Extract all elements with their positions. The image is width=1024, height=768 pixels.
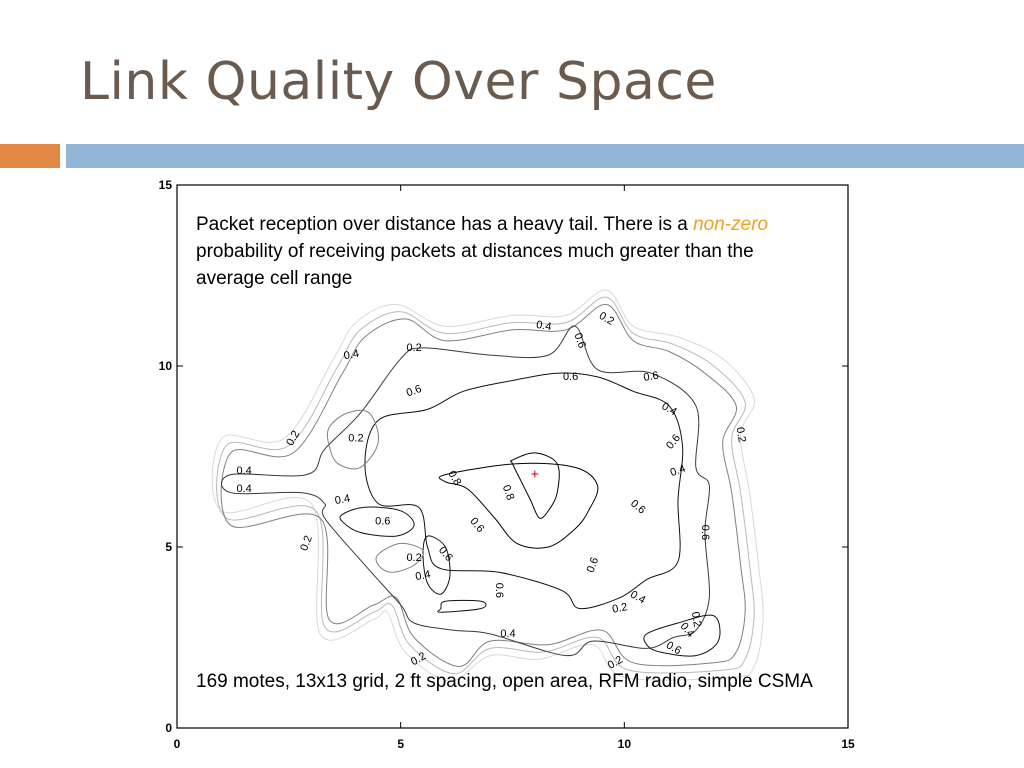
x-tick-label: 10 bbox=[617, 737, 632, 751]
contour-label: 0.4 bbox=[659, 400, 679, 419]
contour-label: 0.6 bbox=[584, 555, 602, 575]
y-tick-label: 0 bbox=[165, 721, 172, 735]
contour-label: 0.4 bbox=[677, 620, 697, 640]
contour-label: 0.6 bbox=[563, 370, 579, 383]
contour-label: 0.8 bbox=[499, 483, 517, 502]
y-tick-label: 15 bbox=[158, 178, 172, 192]
annotation-top bbox=[196, 211, 816, 292]
contour-label: 0.2 bbox=[596, 309, 617, 328]
contour-label: 0.2 bbox=[406, 341, 422, 354]
contour-label: 0.4 bbox=[236, 482, 252, 495]
annotation-highlight: non-zero bbox=[693, 214, 769, 235]
contour-label: 0.4 bbox=[414, 568, 432, 584]
contour-label: 0.4 bbox=[535, 318, 553, 334]
contour-label: 0.2 bbox=[733, 426, 748, 444]
contour-label: 0.2 bbox=[611, 601, 629, 616]
annotation-top-part2: probability of receiving packets at distances much greater than the average cell range bbox=[196, 241, 754, 289]
contour-label: 0.2 bbox=[688, 610, 704, 628]
contour-label: 0.6 bbox=[698, 524, 711, 541]
contour-label: 0.4 bbox=[668, 462, 688, 480]
contour-label: 0.6 bbox=[628, 497, 648, 517]
contour-label: 0.6 bbox=[375, 515, 391, 528]
contour-label: 0.2 bbox=[605, 653, 625, 672]
contour-label: 0.2 bbox=[406, 551, 422, 564]
y-tick-label: 10 bbox=[158, 359, 172, 373]
transmitter-marker bbox=[531, 465, 539, 481]
contour-label: 0.4 bbox=[342, 347, 361, 363]
contour-label: 0.6 bbox=[467, 515, 487, 535]
contour-label: 0.4 bbox=[333, 492, 352, 508]
transmitter-plus-icon: + bbox=[530, 465, 539, 482]
contour-label: 0.6 bbox=[435, 544, 455, 564]
contour-label: 0.2 bbox=[284, 428, 303, 448]
contour-label: 0.6 bbox=[404, 382, 424, 400]
contour-label: 0.6 bbox=[571, 331, 588, 350]
y-tick-label: 5 bbox=[165, 540, 172, 554]
contour-label: 0.4 bbox=[628, 588, 648, 607]
contour-label: 0.2 bbox=[348, 432, 364, 445]
contour-label: 0.6 bbox=[663, 639, 684, 658]
annotation-top-part1: Packet reception over distance has a heavy tail. There is a bbox=[196, 214, 694, 235]
contour-label: 0.2 bbox=[408, 650, 429, 669]
x-tick-label: 15 bbox=[841, 737, 855, 751]
x-tick-label: 5 bbox=[397, 737, 405, 751]
x-tick-label: 0 bbox=[173, 737, 181, 751]
contour-label: 0.6 bbox=[493, 582, 506, 599]
contour-label: 0.6 bbox=[663, 432, 683, 452]
annotation-bottom: 169 motes, 13x13 grid, 2 ft spacing, open area, RFM radio, simple CSMA bbox=[196, 671, 813, 692]
contour-label: 0.8 bbox=[445, 468, 464, 488]
contour-label: 0.4 bbox=[500, 627, 516, 640]
slide-title: Link Quality Over Space bbox=[80, 52, 717, 112]
contour-label: 0.2 bbox=[298, 534, 315, 553]
contour-label: 0.4 bbox=[236, 464, 252, 477]
contour-label: 0.6 bbox=[642, 369, 660, 385]
